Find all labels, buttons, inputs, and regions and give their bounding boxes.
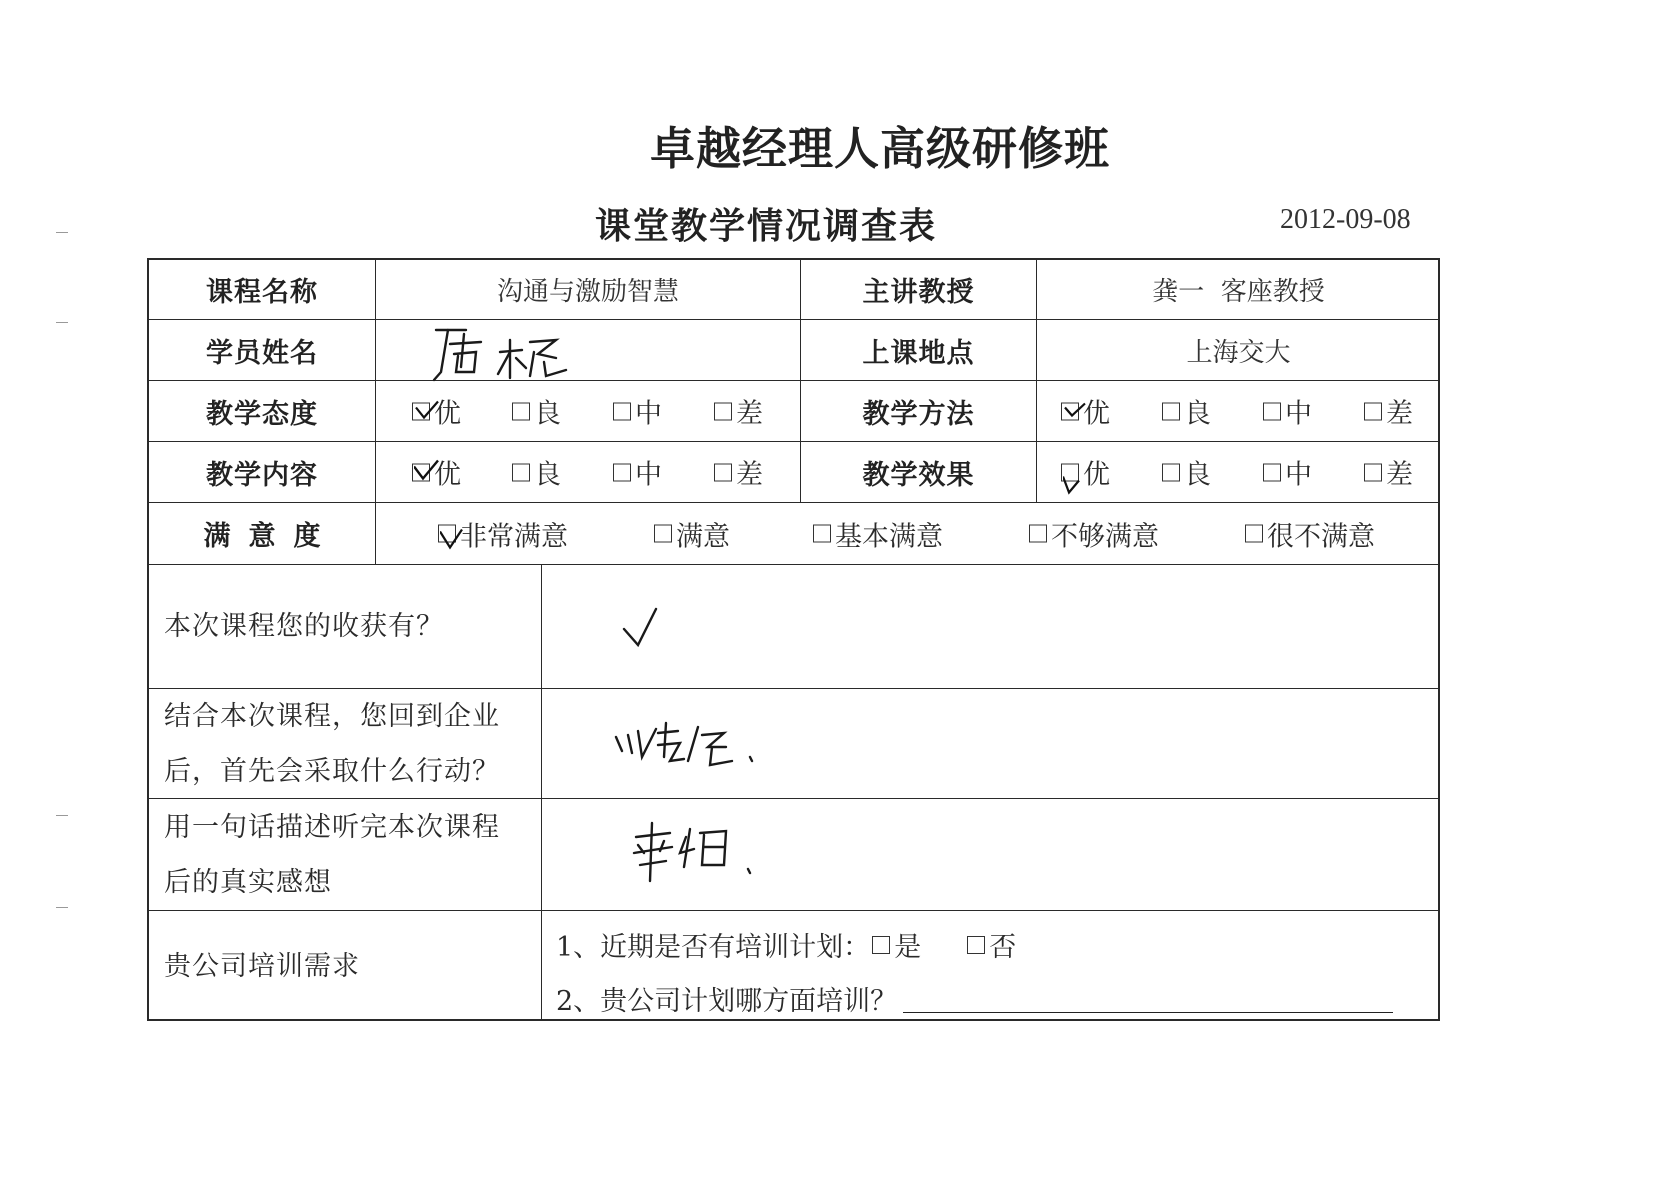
checkbox-yes[interactable]	[872, 936, 890, 954]
option-label: 优	[434, 398, 461, 430]
row-attitude-method	[149, 381, 1438, 442]
option-label: 差	[1386, 398, 1413, 430]
q1-label: 本次课程您的收获有？	[164, 611, 444, 642]
q4-item1-text: 1、近期是否有培训计划：	[556, 932, 871, 963]
option-label: 中	[1285, 459, 1312, 491]
method-option-good[interactable]	[1162, 392, 1211, 431]
scan-mark	[56, 232, 68, 233]
option-label: 很不满意	[1267, 521, 1375, 552]
satisfaction-option-very-dissatisfied[interactable]	[1245, 514, 1375, 553]
method-option-poor[interactable]	[1364, 392, 1413, 431]
checkbox	[613, 463, 631, 481]
row-q3	[149, 799, 1438, 911]
q1-answer-cell[interactable]	[541, 565, 1440, 688]
q4-label: 贵公司培训需求	[164, 950, 360, 982]
attitude-option-excellent[interactable]	[412, 392, 461, 431]
q2-label-line1: 结合本次课程，您回到企业	[164, 700, 500, 732]
q3-answer-handwriting	[630, 819, 770, 889]
training-area-input[interactable]	[903, 984, 1393, 1013]
checkbox	[613, 402, 631, 420]
check-mark-icon	[414, 397, 440, 423]
checkbox	[512, 402, 530, 420]
checkbox-no[interactable]	[967, 936, 985, 954]
checkbox	[1245, 525, 1263, 543]
course-label: 课程名称	[206, 277, 318, 308]
row-q2	[149, 689, 1438, 799]
student-name-cell	[375, 320, 800, 380]
q2-label-line2: 后，首先会采取什么行动？	[164, 755, 500, 787]
option-label: 优	[1083, 459, 1110, 491]
q4-item2-text: 2、贵公司计划哪方面培训？	[556, 986, 898, 1017]
location-value: 上海交大	[1036, 320, 1440, 380]
location-label: 上课地点	[800, 320, 1036, 380]
checkbox	[714, 402, 732, 420]
option-label: 不够满意	[1051, 521, 1159, 552]
checkbox	[1263, 463, 1281, 481]
option-label: 良	[534, 459, 561, 491]
checkbox	[813, 525, 831, 543]
survey-table	[147, 258, 1440, 1021]
row-course	[149, 260, 1438, 320]
effect-option-poor[interactable]	[1364, 453, 1413, 492]
professor-label: 主讲教授	[800, 260, 1036, 319]
checkbox-checked	[438, 525, 456, 543]
checkbox-checked	[412, 402, 430, 420]
option-label: 差	[736, 398, 763, 430]
q4-item-training-plan	[556, 925, 1016, 964]
page-title: 卓越经理人高级研修班	[650, 122, 1111, 175]
row-student	[149, 320, 1438, 381]
checkbox-checked	[1061, 463, 1079, 481]
effect-options	[1036, 442, 1440, 502]
attitude-option-good[interactable]	[512, 392, 561, 431]
content-option-average[interactable]	[613, 453, 662, 492]
scan-mark	[56, 907, 68, 908]
q4-item-training-area	[556, 979, 1393, 1018]
option-label: 非常满意	[460, 521, 568, 552]
option-label: 满意	[676, 521, 730, 552]
q2-answer-cell[interactable]	[541, 689, 1440, 798]
effect-option-excellent[interactable]	[1061, 453, 1110, 492]
checkbox-checked	[412, 463, 430, 481]
yes-label: 是	[894, 932, 922, 963]
row-q1	[149, 565, 1438, 689]
content-option-excellent[interactable]	[412, 453, 461, 492]
form-date: 2012-09-08	[1280, 204, 1411, 235]
satisfaction-options	[375, 503, 1440, 564]
checkbox	[1364, 463, 1382, 481]
content-label: 教学内容	[206, 459, 318, 491]
row-q4	[149, 911, 1438, 1021]
check-mark-icon	[1063, 468, 1089, 494]
scan-mark	[56, 322, 68, 323]
q2-answer-handwriting	[612, 717, 772, 777]
check-mark-icon	[622, 605, 662, 650]
q3-answer-cell[interactable]	[541, 799, 1440, 910]
row-satisfaction	[149, 503, 1438, 565]
check-mark-icon	[440, 524, 466, 550]
form-subtitle: 课堂教学情况调查表	[595, 206, 938, 247]
satisfaction-option-very-satisfied[interactable]	[438, 514, 568, 553]
attitude-label: 教学态度	[206, 398, 318, 430]
q4-answer-cell	[541, 911, 1440, 1021]
scan-mark	[56, 815, 68, 816]
content-option-poor[interactable]	[714, 453, 763, 492]
checkbox	[1364, 402, 1382, 420]
option-label: 差	[736, 459, 763, 491]
checkbox	[1029, 525, 1047, 543]
student-signature	[426, 322, 586, 382]
satisfaction-option-not-enough[interactable]	[1029, 514, 1159, 553]
satisfaction-option-satisfied[interactable]	[654, 514, 730, 553]
satisfaction-option-basically[interactable]	[813, 514, 943, 553]
checkbox	[512, 463, 530, 481]
student-label: 学员姓名	[206, 337, 318, 369]
check-mark-icon	[414, 458, 440, 484]
professor-value: 龚一 客座教授	[1036, 260, 1440, 319]
checkbox	[714, 463, 732, 481]
row-content-effect	[149, 442, 1438, 503]
q3-label	[149, 799, 541, 910]
option-label: 良	[1184, 459, 1211, 491]
content-option-good[interactable]	[512, 453, 561, 492]
check-mark-icon	[1063, 397, 1089, 423]
option-label: 基本满意	[835, 521, 943, 552]
checkbox	[654, 525, 672, 543]
effect-option-good[interactable]	[1162, 453, 1211, 492]
no-label: 否	[989, 932, 1017, 963]
option-label: 中	[635, 459, 662, 491]
checkbox	[1162, 463, 1180, 481]
checkbox-checked	[1061, 402, 1079, 420]
q2-label	[149, 689, 541, 798]
option-label: 优	[434, 459, 461, 491]
option-label: 中	[635, 398, 662, 430]
method-option-excellent[interactable]	[1061, 392, 1110, 431]
method-option-average[interactable]	[1263, 392, 1312, 431]
option-label: 优	[1083, 398, 1110, 430]
option-label: 良	[1184, 398, 1211, 430]
checkbox	[1263, 402, 1281, 420]
effect-option-average[interactable]	[1263, 453, 1312, 492]
attitude-options	[375, 381, 800, 441]
option-label: 差	[1386, 459, 1413, 491]
effect-label: 教学效果	[800, 442, 1036, 502]
satisfaction-label: 满意度	[203, 521, 339, 552]
option-label: 良	[534, 398, 561, 430]
content-options	[375, 442, 800, 502]
method-options	[1036, 381, 1440, 441]
method-label: 教学方法	[800, 381, 1036, 441]
attitude-option-average[interactable]	[613, 392, 662, 431]
checkbox	[1162, 402, 1180, 420]
q3-label-line1: 用一句话描述听完本次课程	[164, 811, 500, 843]
attitude-option-poor[interactable]	[714, 392, 763, 431]
q3-label-line2: 后的真实感想	[164, 866, 332, 898]
option-label: 中	[1285, 398, 1312, 430]
course-value: 沟通与激励智慧	[375, 260, 800, 319]
